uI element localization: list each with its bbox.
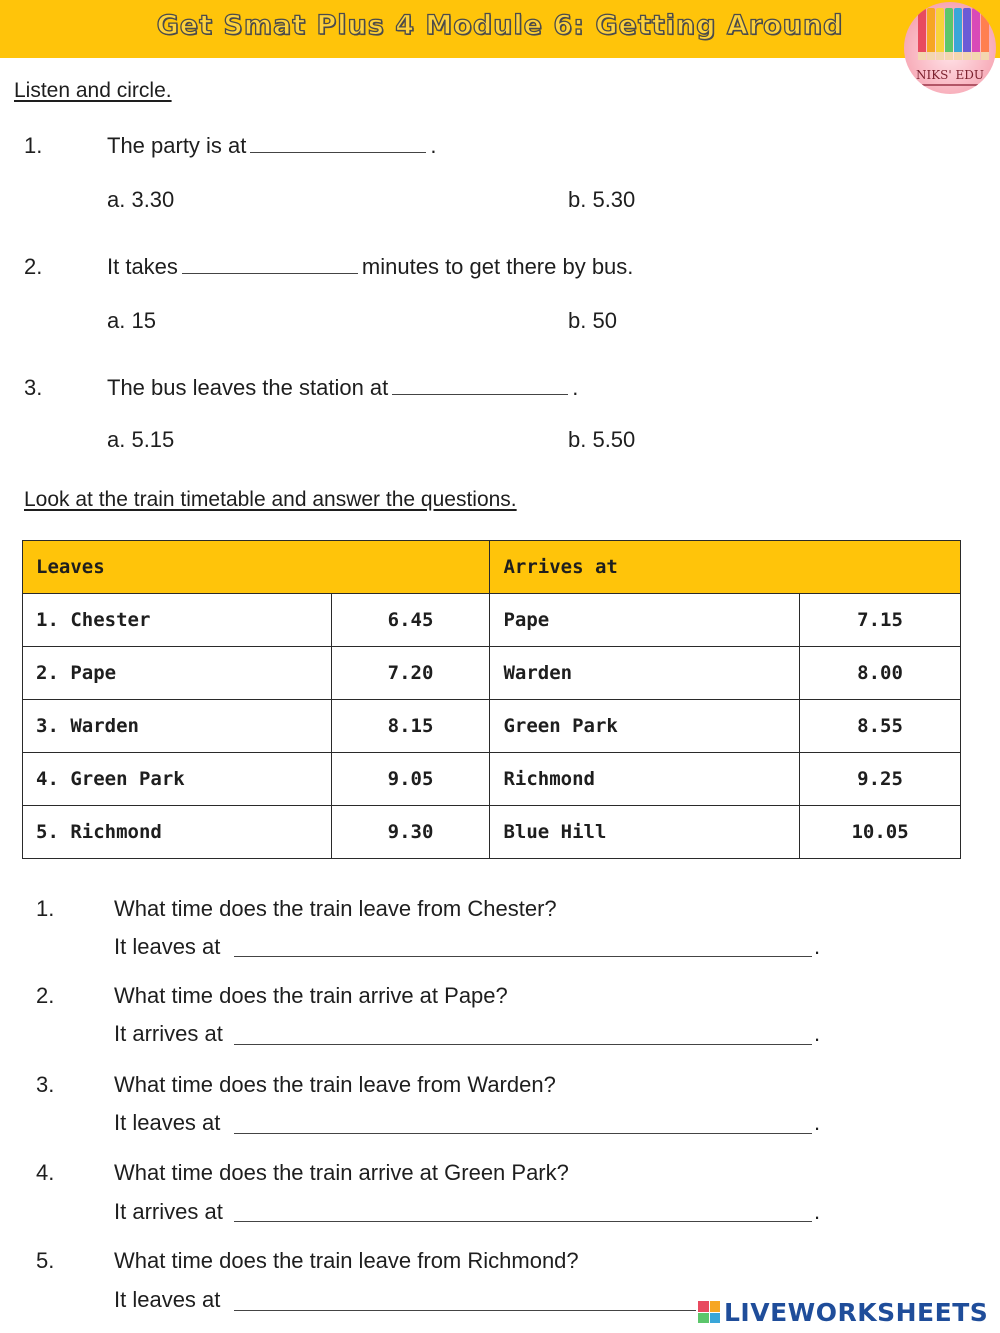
pencil-icon xyxy=(918,8,926,60)
question-4-number: 4. xyxy=(36,1160,55,1185)
answer-3-period: . xyxy=(814,1110,821,1135)
pencil-icon xyxy=(936,8,944,60)
table-row xyxy=(23,700,961,753)
answer-1-line[interactable] xyxy=(234,956,812,957)
leaves-header: Leaves xyxy=(23,541,490,594)
table-row xyxy=(23,753,961,806)
table-row xyxy=(23,647,961,700)
departure-station: 5. Richmond xyxy=(23,806,332,859)
table-row xyxy=(23,594,961,647)
answer-3-line[interactable] xyxy=(234,1133,812,1134)
departure-station: 4. Green Park xyxy=(23,753,332,806)
table-row xyxy=(23,806,961,859)
question-4-text: What time does the train arrive at Green Park? xyxy=(114,1160,569,1185)
timetable-instruction: Look at the train timetable and answer the questions. xyxy=(24,488,517,511)
timetable-header-row xyxy=(23,541,961,594)
pencil-icon xyxy=(963,8,971,60)
arrival-time: 10.05 xyxy=(800,806,961,859)
answer-5-prompt: It leaves at xyxy=(114,1287,221,1312)
answer-1-period: . xyxy=(814,934,821,959)
logo-text: NIKS' EDU xyxy=(915,68,985,82)
arrival-station: Green Park xyxy=(490,700,800,753)
answer-5-line[interactable] xyxy=(234,1310,696,1311)
listen-q3-number: 3. xyxy=(24,375,43,400)
listen-q1-option-b[interactable]: b. 5.30 xyxy=(568,187,636,212)
arrives-header: Arrives at xyxy=(490,541,961,594)
question-3-number: 3. xyxy=(36,1072,55,1097)
header-banner xyxy=(0,0,1000,58)
answer-2-line[interactable] xyxy=(234,1044,812,1045)
liveworksheets-icon xyxy=(698,1301,720,1323)
listen-q3-option-a[interactable]: a. 5.15 xyxy=(107,427,175,452)
departure-time: 9.30 xyxy=(331,806,490,859)
listen-q1-text: The party is at . xyxy=(107,133,437,158)
arrival-time: 7.15 xyxy=(800,594,961,647)
answer-1-prompt: It leaves at xyxy=(114,934,221,959)
answer-4-period: . xyxy=(814,1199,821,1224)
listen-q3-text: The bus leaves the station at . xyxy=(107,375,579,400)
worksheet-title: Get Smat Plus 4 Module 6: Getting Around xyxy=(156,10,844,41)
arrival-time: 8.55 xyxy=(800,700,961,753)
logo-underline xyxy=(922,84,978,86)
answer-2-period: . xyxy=(814,1021,821,1046)
arrival-station: Warden xyxy=(490,647,800,700)
listen-q2-option-b[interactable]: b. 50 xyxy=(568,308,617,333)
pencil-icon xyxy=(981,8,989,60)
pencil-icon xyxy=(945,8,953,60)
answer-4-line[interactable] xyxy=(234,1221,812,1222)
question-5-text: What time does the train leave from Richmond? xyxy=(114,1248,579,1273)
departure-time: 6.45 xyxy=(331,594,490,647)
listen-q1-option-a[interactable]: a. 3.30 xyxy=(107,187,175,212)
listen-q1-number: 1. xyxy=(24,133,43,158)
answer-2-prompt: It arrives at xyxy=(114,1021,223,1046)
arrival-station: Blue Hill xyxy=(490,806,800,859)
niks-edu-logo xyxy=(904,2,996,94)
departure-time: 9.05 xyxy=(331,753,490,806)
departure-time: 8.15 xyxy=(331,700,490,753)
arrival-time: 8.00 xyxy=(800,647,961,700)
listening-instruction: Listen and circle. xyxy=(14,79,172,102)
listen-q2-text: It takes minutes to get there by bus. xyxy=(107,254,634,279)
departure-station: 2. Pape xyxy=(23,647,332,700)
liveworksheets-logo[interactable] xyxy=(698,1296,988,1328)
departure-station: 3. Warden xyxy=(23,700,332,753)
departure-station: 1. Chester xyxy=(23,594,332,647)
listen-q2-option-a[interactable]: a. 15 xyxy=(107,308,156,333)
pencil-icon xyxy=(954,8,962,60)
answer-4-prompt: It arrives at xyxy=(114,1199,223,1224)
liveworksheets-text: LIVEWORKSHEETS xyxy=(724,1297,989,1327)
listen-q2-number: 2. xyxy=(24,254,43,279)
departure-time: 7.20 xyxy=(331,647,490,700)
arrival-station: Richmond xyxy=(490,753,800,806)
question-1-number: 1. xyxy=(36,896,55,921)
answer-blank[interactable] xyxy=(392,394,568,395)
answer-blank[interactable] xyxy=(250,152,426,153)
arrival-time: 9.25 xyxy=(800,753,961,806)
question-1-text: What time does the train leave from Chester? xyxy=(114,896,557,921)
answer-blank[interactable] xyxy=(182,273,358,274)
question-2-text: What time does the train arrive at Pape? xyxy=(114,983,508,1008)
listen-q3-option-b[interactable]: b. 5.50 xyxy=(568,427,636,452)
train-timetable xyxy=(22,540,961,859)
arrival-station: Pape xyxy=(490,594,800,647)
question-5-number: 5. xyxy=(36,1248,55,1273)
question-3-text: What time does the train leave from Warden? xyxy=(114,1072,556,1097)
question-2-number: 2. xyxy=(36,983,55,1008)
pencil-icon xyxy=(927,8,935,60)
answer-3-prompt: It leaves at xyxy=(114,1110,221,1135)
pencil-icon xyxy=(972,8,980,60)
